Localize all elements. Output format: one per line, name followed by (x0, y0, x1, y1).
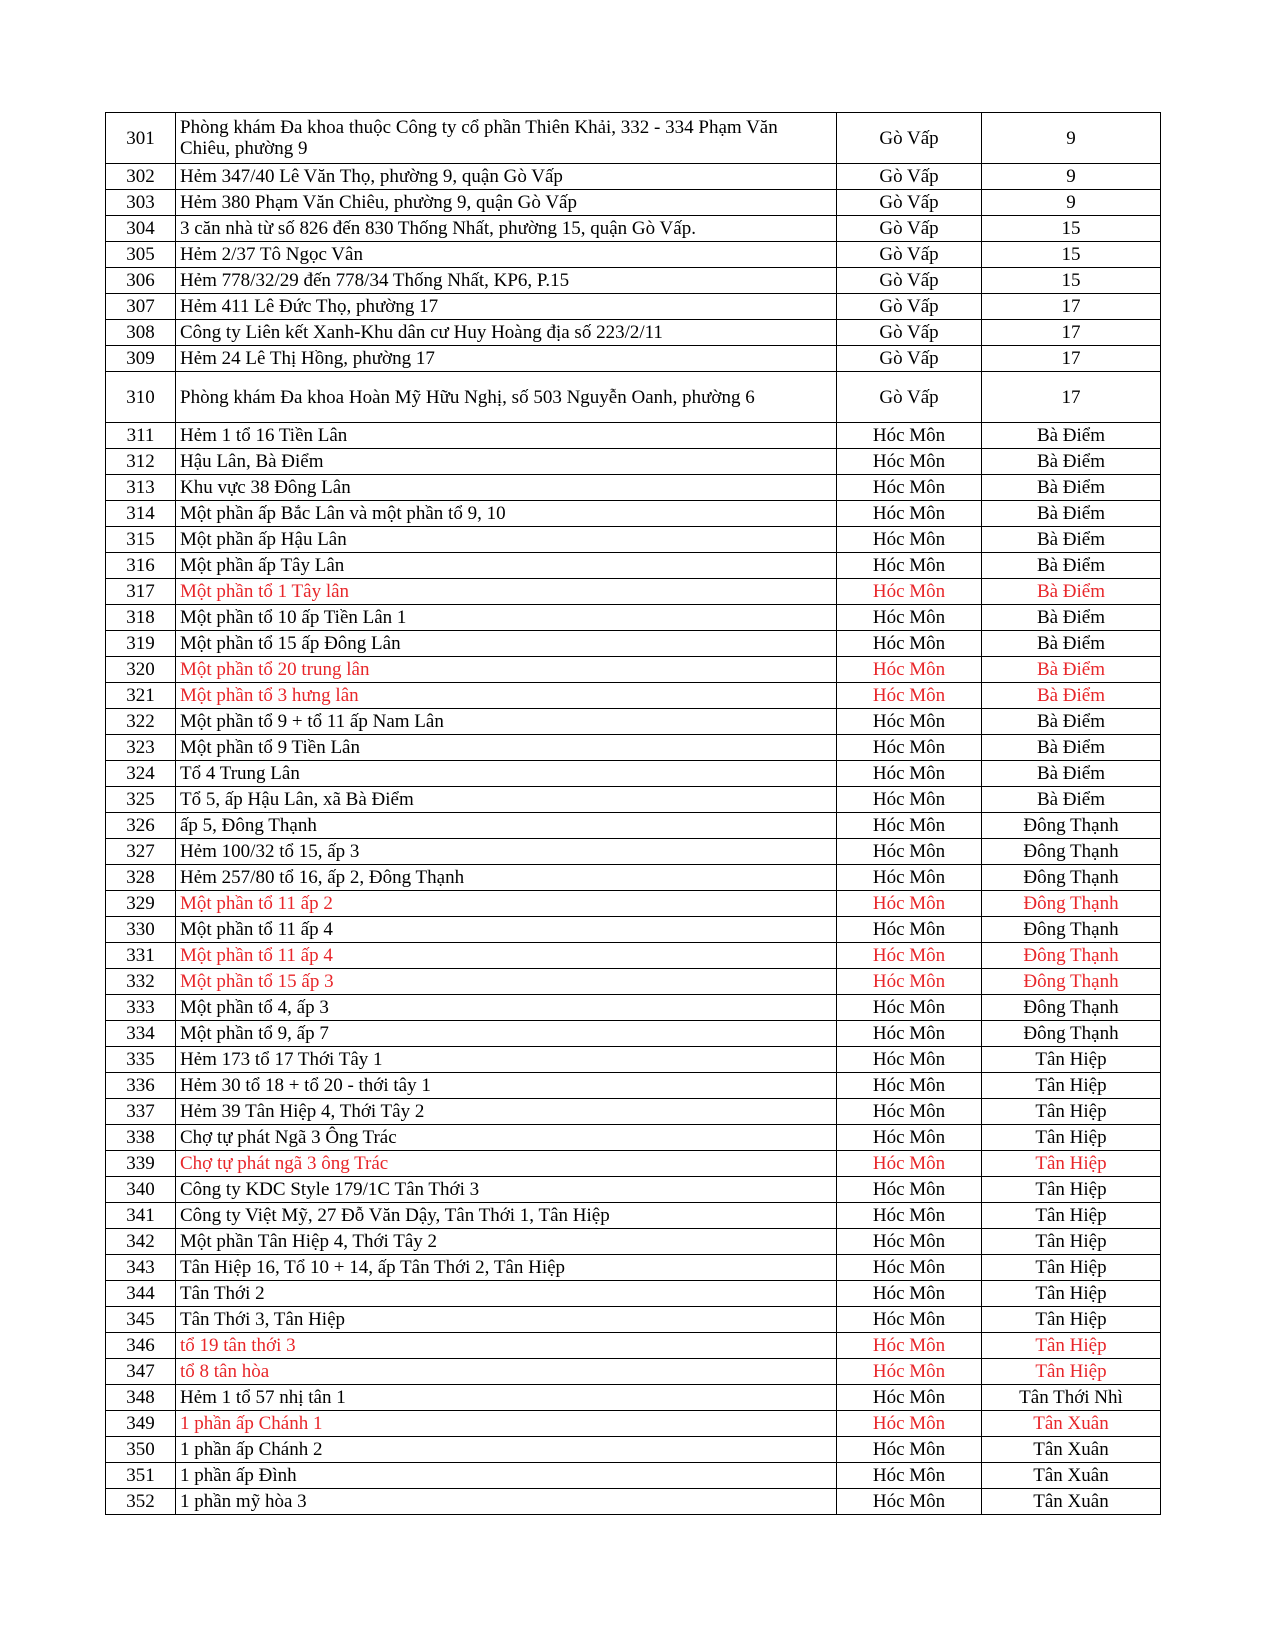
ward-cell: Bà Điểm (982, 761, 1161, 787)
address-cell: 1 phần mỹ hòa 3 (176, 1489, 837, 1515)
table-row (106, 579, 1161, 605)
row-number-cell: 305 (106, 242, 176, 268)
address-cell: Một phần tổ 9 Tiền Lân (176, 735, 837, 761)
row-number-cell: 310 (106, 372, 176, 423)
row-number-cell: 335 (106, 1047, 176, 1073)
ward-cell: Tân Hiệp (982, 1307, 1161, 1333)
district-cell: Hóc Môn (837, 475, 982, 501)
ward-cell: 15 (982, 242, 1161, 268)
address-cell: Công ty KDC Style 179/1C Tân Thới 3 (176, 1177, 837, 1203)
table-row (106, 1307, 1161, 1333)
district-cell: Hóc Môn (837, 605, 982, 631)
table-row (106, 891, 1161, 917)
table-row (106, 372, 1161, 423)
ward-cell: Bà Điểm (982, 475, 1161, 501)
table-row (106, 475, 1161, 501)
row-number-cell: 304 (106, 216, 176, 242)
table-row (106, 709, 1161, 735)
ward-cell: Bà Điểm (982, 709, 1161, 735)
row-number-cell: 329 (106, 891, 176, 917)
district-cell: Hóc Môn (837, 423, 982, 449)
address-cell: Một phần tổ 20 trung lân (176, 657, 837, 683)
district-cell: Hóc Môn (837, 1255, 982, 1281)
address-cell: Hẻm 30 tổ 18 + tổ 20 - thới tây 1 (176, 1073, 837, 1099)
district-cell: Hóc Môn (837, 657, 982, 683)
row-number-cell: 350 (106, 1437, 176, 1463)
row-number-cell: 302 (106, 164, 176, 190)
district-cell: Hóc Môn (837, 917, 982, 943)
address-cell: Một phần ấp Bắc Lân và một phần tổ 9, 10 (176, 501, 837, 527)
table-row (106, 242, 1161, 268)
row-number-cell: 307 (106, 294, 176, 320)
district-cell: Hóc Môn (837, 709, 982, 735)
row-number-cell: 314 (106, 501, 176, 527)
table-row (106, 917, 1161, 943)
table-row (106, 320, 1161, 346)
row-number-cell: 308 (106, 320, 176, 346)
ward-cell: Bà Điểm (982, 683, 1161, 709)
district-cell: Gò Vấp (837, 164, 982, 190)
table-row (106, 1099, 1161, 1125)
district-cell: Hóc Môn (837, 1229, 982, 1255)
address-cell: Hẻm 778/32/29 đến 778/34 Thống Nhất, KP6, P.15 (176, 268, 837, 294)
table-row (106, 1177, 1161, 1203)
row-number-cell: 336 (106, 1073, 176, 1099)
address-table (105, 112, 1161, 1515)
district-cell: Gò Vấp (837, 346, 982, 372)
address-cell: Hậu Lân, Bà Điểm (176, 449, 837, 475)
district-cell: Gò Vấp (837, 372, 982, 423)
address-cell: Một phần tổ 15 ấp 3 (176, 969, 837, 995)
district-cell: Hóc Môn (837, 1021, 982, 1047)
ward-cell: 17 (982, 372, 1161, 423)
row-number-cell: 323 (106, 735, 176, 761)
table-row (106, 1385, 1161, 1411)
district-cell: Hóc Môn (837, 1047, 982, 1073)
district-cell: Hóc Môn (837, 1333, 982, 1359)
row-number-cell: 312 (106, 449, 176, 475)
row-number-cell: 346 (106, 1333, 176, 1359)
ward-cell: Bà Điểm (982, 449, 1161, 475)
district-cell: Hóc Môn (837, 1307, 982, 1333)
row-number-cell: 325 (106, 787, 176, 813)
table-row (106, 164, 1161, 190)
address-cell: Hẻm 2/37 Tô Ngọc Vân (176, 242, 837, 268)
ward-cell: 15 (982, 216, 1161, 242)
district-cell: Hóc Môn (837, 813, 982, 839)
ward-cell: Đông Thạnh (982, 839, 1161, 865)
table-row (106, 761, 1161, 787)
ward-cell: Đông Thạnh (982, 995, 1161, 1021)
address-cell: 1 phần ấp Chánh 1 (176, 1411, 837, 1437)
district-cell: Hóc Môn (837, 579, 982, 605)
ward-cell: Đông Thạnh (982, 943, 1161, 969)
table-row (106, 1073, 1161, 1099)
ward-cell: Tân Hiệp (982, 1255, 1161, 1281)
ward-cell: Đông Thạnh (982, 917, 1161, 943)
address-cell: Một phần tổ 11 ấp 2 (176, 891, 837, 917)
table-row (106, 1437, 1161, 1463)
table-row (106, 787, 1161, 813)
row-number-cell: 332 (106, 969, 176, 995)
district-cell: Hóc Môn (837, 1073, 982, 1099)
ward-cell: Đông Thạnh (982, 813, 1161, 839)
ward-cell: 15 (982, 268, 1161, 294)
row-number-cell: 342 (106, 1229, 176, 1255)
row-number-cell: 306 (106, 268, 176, 294)
district-cell: Gò Vấp (837, 268, 982, 294)
table-row (106, 839, 1161, 865)
row-number-cell: 341 (106, 1203, 176, 1229)
row-number-cell: 317 (106, 579, 176, 605)
address-cell: Hẻm 1 tổ 57 nhị tân 1 (176, 1385, 837, 1411)
district-cell: Hóc Môn (837, 1281, 982, 1307)
address-cell: tổ 8 tân hòa (176, 1359, 837, 1385)
row-number-cell: 320 (106, 657, 176, 683)
table-row (106, 657, 1161, 683)
district-cell: Gò Vấp (837, 320, 982, 346)
row-number-cell: 321 (106, 683, 176, 709)
ward-cell: Bà Điểm (982, 527, 1161, 553)
row-number-cell: 345 (106, 1307, 176, 1333)
address-cell: Tân Hiệp 16, Tổ 10 + 14, ấp Tân Thới 2, Tân Hiệp (176, 1255, 837, 1281)
row-number-cell: 322 (106, 709, 176, 735)
row-number-cell: 343 (106, 1255, 176, 1281)
ward-cell: Bà Điểm (982, 579, 1161, 605)
row-number-cell: 331 (106, 943, 176, 969)
row-number-cell: 313 (106, 475, 176, 501)
ward-cell: 17 (982, 294, 1161, 320)
district-cell: Hóc Môn (837, 1359, 982, 1385)
ward-cell: 9 (982, 190, 1161, 216)
address-cell: Một phần tổ 10 ấp Tiền Lân 1 (176, 605, 837, 631)
table-row (106, 943, 1161, 969)
address-cell: 1 phần ấp Chánh 2 (176, 1437, 837, 1463)
district-cell: Hóc Môn (837, 891, 982, 917)
table-row (106, 605, 1161, 631)
ward-cell: 9 (982, 164, 1161, 190)
address-cell: Hẻm 100/32 tổ 15, ấp 3 (176, 839, 837, 865)
table-row (106, 1047, 1161, 1073)
address-cell: Một phần tổ 11 ấp 4 (176, 917, 837, 943)
ward-cell: Tân Hiệp (982, 1125, 1161, 1151)
address-cell: ấp 5, Đông Thạnh (176, 813, 837, 839)
ward-cell: Đông Thạnh (982, 865, 1161, 891)
table-row (106, 1229, 1161, 1255)
ward-cell: Tân Hiệp (982, 1281, 1161, 1307)
district-cell: Hóc Môn (837, 501, 982, 527)
ward-cell: Bà Điểm (982, 735, 1161, 761)
ward-cell: Bà Điểm (982, 501, 1161, 527)
ward-cell: Tân Hiệp (982, 1229, 1161, 1255)
address-cell: Hẻm 347/40 Lê Văn Thọ, phường 9, quận Gò Vấp (176, 164, 837, 190)
table-row (106, 969, 1161, 995)
row-number-cell: 339 (106, 1151, 176, 1177)
table-row (106, 1359, 1161, 1385)
address-cell: Một phần tổ 3 hưng lân (176, 683, 837, 709)
ward-cell: Bà Điểm (982, 605, 1161, 631)
address-cell: Một phần ấp Hậu Lân (176, 527, 837, 553)
district-cell: Hóc Môn (837, 631, 982, 657)
ward-cell: Tân Hiệp (982, 1177, 1161, 1203)
district-cell: Hóc Môn (837, 1411, 982, 1437)
address-cell: Chợ tự phát ngã 3 ông Trác (176, 1151, 837, 1177)
table-row (106, 346, 1161, 372)
table-row (106, 423, 1161, 449)
district-cell: Hóc Môn (837, 1385, 982, 1411)
ward-cell: Tân Hiệp (982, 1333, 1161, 1359)
ward-cell: Tân Xuân (982, 1411, 1161, 1437)
district-cell: Gò Vấp (837, 294, 982, 320)
row-number-cell: 333 (106, 995, 176, 1021)
ward-cell: Tân Hiệp (982, 1099, 1161, 1125)
district-cell: Hóc Môn (837, 839, 982, 865)
table-row (106, 1333, 1161, 1359)
district-cell: Hóc Môn (837, 683, 982, 709)
address-cell: Tân Thới 2 (176, 1281, 837, 1307)
address-cell: Công ty Việt Mỹ, 27 Đỗ Văn Dậy, Tân Thới 1, Tân Hiệp (176, 1203, 837, 1229)
row-number-cell: 337 (106, 1099, 176, 1125)
row-number-cell: 326 (106, 813, 176, 839)
address-cell: tổ 19 tân thới 3 (176, 1333, 837, 1359)
district-cell: Hóc Môn (837, 527, 982, 553)
row-number-cell: 347 (106, 1359, 176, 1385)
district-cell: Hóc Môn (837, 1177, 982, 1203)
row-number-cell: 348 (106, 1385, 176, 1411)
ward-cell: Bà Điểm (982, 423, 1161, 449)
district-cell: Hóc Môn (837, 761, 982, 787)
address-cell: Một phần tổ 1 Tây lân (176, 579, 837, 605)
address-cell: Tổ 4 Trung Lân (176, 761, 837, 787)
address-cell: Một phần Tân Hiệp 4, Thới Tây 2 (176, 1229, 837, 1255)
ward-cell: Tân Xuân (982, 1437, 1161, 1463)
district-cell: Hóc Môn (837, 1437, 982, 1463)
ward-cell: Tân Thới Nhì (982, 1385, 1161, 1411)
row-number-cell: 319 (106, 631, 176, 657)
ward-cell: 17 (982, 346, 1161, 372)
district-cell: Gò Vấp (837, 216, 982, 242)
ward-cell: 9 (982, 113, 1161, 164)
table-row (106, 1151, 1161, 1177)
address-cell: Tân Thới 3, Tân Hiệp (176, 1307, 837, 1333)
row-number-cell: 344 (106, 1281, 176, 1307)
row-number-cell: 309 (106, 346, 176, 372)
row-number-cell: 327 (106, 839, 176, 865)
table-row (106, 865, 1161, 891)
address-cell: Một phần tổ 11 ấp 4 (176, 943, 837, 969)
ward-cell: Tân Xuân (982, 1463, 1161, 1489)
ward-cell: Bà Điểm (982, 787, 1161, 813)
ward-cell: 17 (982, 320, 1161, 346)
table-row (106, 1411, 1161, 1437)
table-row (106, 1255, 1161, 1281)
row-number-cell: 351 (106, 1463, 176, 1489)
row-number-cell: 328 (106, 865, 176, 891)
address-cell: Khu vực 38 Đông Lân (176, 475, 837, 501)
table-row (106, 1463, 1161, 1489)
table-row (106, 631, 1161, 657)
table-body (106, 113, 1161, 1515)
address-cell: Công ty Liên kết Xanh-Khu dân cư Huy Hoàng địa số 223/2/11 (176, 320, 837, 346)
address-cell: Chợ tự phát Ngã 3 Ông Trác (176, 1125, 837, 1151)
district-cell: Hóc Môn (837, 943, 982, 969)
row-number-cell: 330 (106, 917, 176, 943)
district-cell: Gò Vấp (837, 113, 982, 164)
district-cell: Hóc Môn (837, 969, 982, 995)
district-cell: Hóc Môn (837, 1463, 982, 1489)
table-row (106, 683, 1161, 709)
district-cell: Hóc Môn (837, 1151, 982, 1177)
district-cell: Hóc Môn (837, 995, 982, 1021)
address-cell: Một phần tổ 4, ấp 3 (176, 995, 837, 1021)
address-cell: Hẻm 380 Phạm Văn Chiêu, phường 9, quận Gò Vấp (176, 190, 837, 216)
table-row (106, 449, 1161, 475)
address-cell: Hẻm 173 tổ 17 Thới Tây 1 (176, 1047, 837, 1073)
district-cell: Hóc Môn (837, 1489, 982, 1515)
table-row (106, 995, 1161, 1021)
district-cell: Hóc Môn (837, 1203, 982, 1229)
row-number-cell: 315 (106, 527, 176, 553)
row-number-cell: 349 (106, 1411, 176, 1437)
row-number-cell: 334 (106, 1021, 176, 1047)
table-row (106, 216, 1161, 242)
district-cell: Hóc Môn (837, 787, 982, 813)
table-row (106, 190, 1161, 216)
ward-cell: Bà Điểm (982, 631, 1161, 657)
district-cell: Hóc Môn (837, 553, 982, 579)
district-cell: Hóc Môn (837, 449, 982, 475)
row-number-cell: 338 (106, 1125, 176, 1151)
address-cell: Hẻm 257/80 tổ 16, ấp 2, Đông Thạnh (176, 865, 837, 891)
district-cell: Hóc Môn (837, 1099, 982, 1125)
address-cell: Hẻm 1 tổ 16 Tiền Lân (176, 423, 837, 449)
ward-cell: Tân Hiệp (982, 1151, 1161, 1177)
address-cell: Hẻm 411 Lê Đức Thọ, phường 17 (176, 294, 837, 320)
address-cell: Một phần tổ 9 + tổ 11 ấp Nam Lân (176, 709, 837, 735)
row-number-cell: 340 (106, 1177, 176, 1203)
table-row (106, 735, 1161, 761)
address-cell: Một phần tổ 15 ấp Đông Lân (176, 631, 837, 657)
ward-cell: Tân Hiệp (982, 1359, 1161, 1385)
row-number-cell: 318 (106, 605, 176, 631)
district-cell: Hóc Môn (837, 865, 982, 891)
ward-cell: Đông Thạnh (982, 1021, 1161, 1047)
address-cell: Phòng khám Đa khoa Hoàn Mỹ Hữu Nghị, số 503 Nguyễn Oanh, phường 6 (176, 372, 837, 423)
ward-cell: Đông Thạnh (982, 891, 1161, 917)
ward-cell: Bà Điểm (982, 553, 1161, 579)
ward-cell: Tân Xuân (982, 1489, 1161, 1515)
address-cell: Phòng khám Đa khoa thuộc Công ty cổ phần Thiên Khải, 332 - 334 Phạm Văn Chiêu, phường 9 (176, 113, 837, 164)
address-cell: 1 phần ấp Đình (176, 1463, 837, 1489)
table-row (106, 113, 1161, 164)
table-row (106, 553, 1161, 579)
address-cell: Hẻm 39 Tân Hiệp 4, Thới Tây 2 (176, 1099, 837, 1125)
row-number-cell: 301 (106, 113, 176, 164)
row-number-cell: 352 (106, 1489, 176, 1515)
address-cell: Hẻm 24 Lê Thị Hồng, phường 17 (176, 346, 837, 372)
district-cell: Gò Vấp (837, 242, 982, 268)
table-row (106, 527, 1161, 553)
address-cell: Một phần ấp Tây Lân (176, 553, 837, 579)
table-row (106, 268, 1161, 294)
row-number-cell: 316 (106, 553, 176, 579)
address-cell: Một phần tổ 9, ấp 7 (176, 1021, 837, 1047)
table-row (106, 501, 1161, 527)
district-cell: Hóc Môn (837, 735, 982, 761)
table-row (106, 1021, 1161, 1047)
address-cell: Tổ 5, ấp Hậu Lân, xã Bà Điểm (176, 787, 837, 813)
table-row (106, 1281, 1161, 1307)
row-number-cell: 311 (106, 423, 176, 449)
ward-cell: Tân Hiệp (982, 1073, 1161, 1099)
ward-cell: Bà Điểm (982, 657, 1161, 683)
table-row (106, 813, 1161, 839)
row-number-cell: 324 (106, 761, 176, 787)
row-number-cell: 303 (106, 190, 176, 216)
table-row (106, 294, 1161, 320)
table-row (106, 1489, 1161, 1515)
address-cell: 3 căn nhà từ số 826 đến 830 Thống Nhất, phường 15, quận Gò Vấp. (176, 216, 837, 242)
table-row (106, 1203, 1161, 1229)
district-cell: Hóc Môn (837, 1125, 982, 1151)
table-row (106, 1125, 1161, 1151)
ward-cell: Đông Thạnh (982, 969, 1161, 995)
ward-cell: Tân Hiệp (982, 1203, 1161, 1229)
ward-cell: Tân Hiệp (982, 1047, 1161, 1073)
district-cell: Gò Vấp (837, 190, 982, 216)
